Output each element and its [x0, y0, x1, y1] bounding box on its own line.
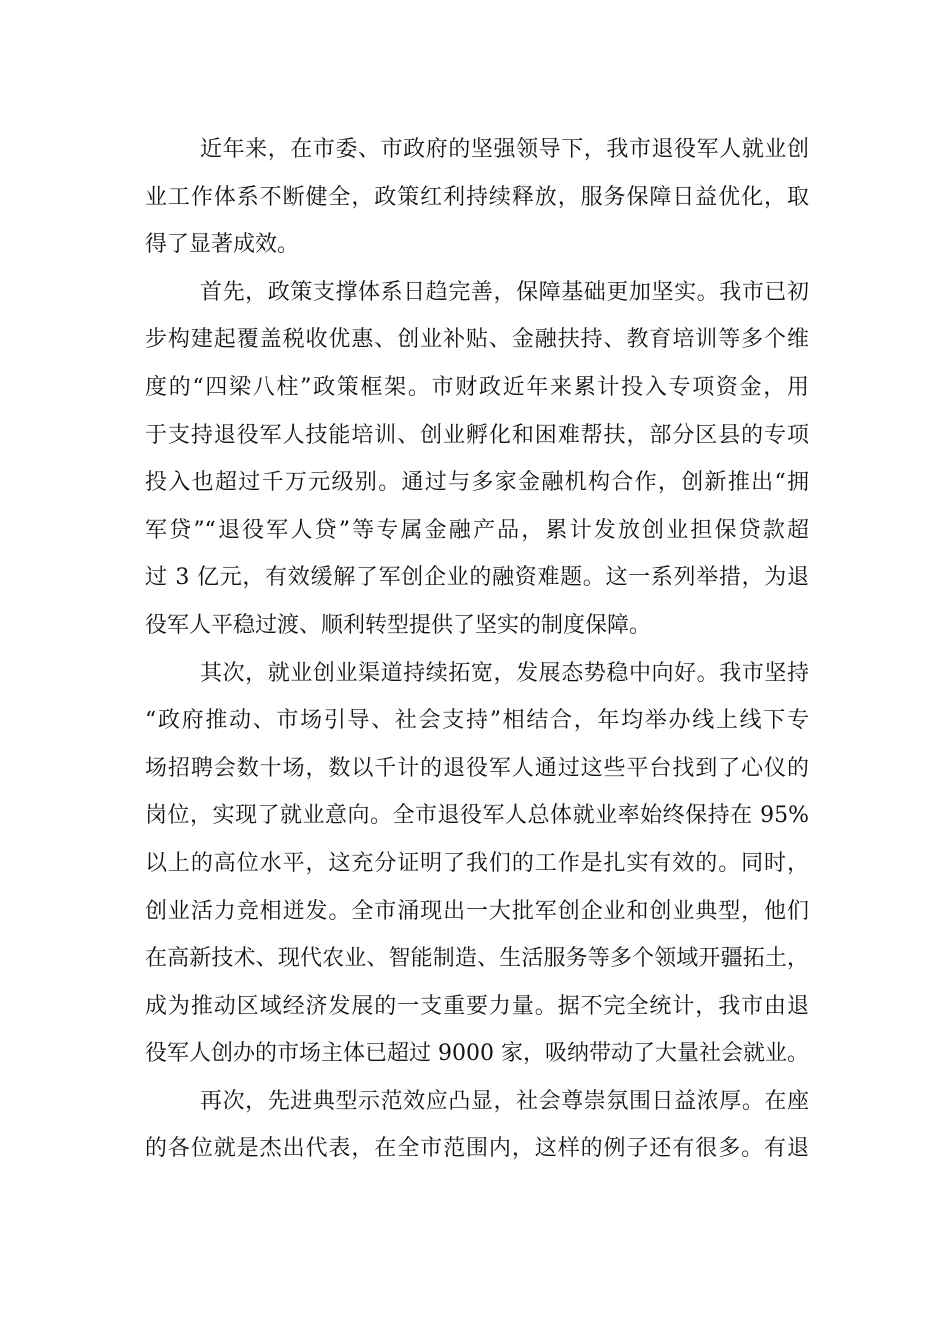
text-line: 以上的高位水平，这充分证明了我们的工作是扎实有效的。同时，: [145, 850, 809, 876]
text-line: 役军人创办的市场主体已超过 9000 家，吸纳带动了大量社会就业。: [145, 1041, 809, 1067]
text-line: 创业活力竞相迸发。全市涌现出一大批军创企业和创业典型，他们: [145, 898, 809, 924]
paragraph: [145, 650, 809, 1078]
paragraph: [145, 1078, 809, 1173]
text-line: 役军人平稳过渡、顺利转型提供了坚实的制度保障。: [145, 612, 652, 638]
text-line: 的各位就是杰出代表，在全市范围内，这样的例子还有很多。有退: [145, 1136, 809, 1162]
text-line: 投入也超过千万元级别。通过与多家金融机构合作，创新推出“拥: [145, 470, 809, 496]
paragraph: [145, 269, 809, 650]
text-line: 在高新技术、现代农业、智能制造、生活服务等多个领域开疆拓土，: [145, 946, 809, 972]
text-line: “政府推动、市场引导、社会支持”相结合，年均举办线上线下专: [145, 708, 809, 734]
text-line: 其次，就业创业渠道持续拓宽，发展态势稳中向好。我市坚持: [200, 660, 809, 686]
text-line: 军贷”“退役军人贷”等专属金融产品，累计发放创业担保贷款超: [145, 517, 809, 543]
text-line: 再次，先进典型示范效应凸显，社会尊崇氛围日益浓厚。在座: [200, 1088, 809, 1114]
text-line: 度的“四梁八柱”政策框架。市财政近年来累计投入专项资金，用: [145, 374, 809, 400]
document-body: [145, 126, 809, 1173]
text-line: 首先，政策支撑体系日趋完善，保障基础更加坚实。我市已初: [200, 279, 809, 305]
text-line: 岗位，实现了就业意向。全市退役军人总体就业率始终保持在 95%: [145, 803, 809, 829]
paragraph: [145, 126, 809, 269]
text-line: 成为推动区域经济发展的一支重要力量。据不完全统计，我市由退: [145, 993, 809, 1019]
text-line: 近年来，在市委、市政府的坚强领导下，我市退役军人就业创: [200, 137, 809, 162]
text-line: 得了显著成效。: [145, 232, 300, 258]
text-line: 场招聘会数十场，数以千计的退役军人通过这些平台找到了心仪的: [145, 755, 809, 781]
text-line: 业工作体系不断健全，政策红利持续释放，服务保障日益优化，取: [145, 184, 809, 210]
text-line: 于支持退役军人技能培训、创业孵化和困难帮扶，部分区县的专项: [145, 422, 809, 448]
text-line: 过 3 亿元，有效缓解了军创企业的融资难题。这一系列举措，为退: [145, 565, 809, 591]
text-line: 步构建起覆盖税收优惠、创业补贴、金融扶持、教育培训等多个维: [145, 327, 809, 353]
